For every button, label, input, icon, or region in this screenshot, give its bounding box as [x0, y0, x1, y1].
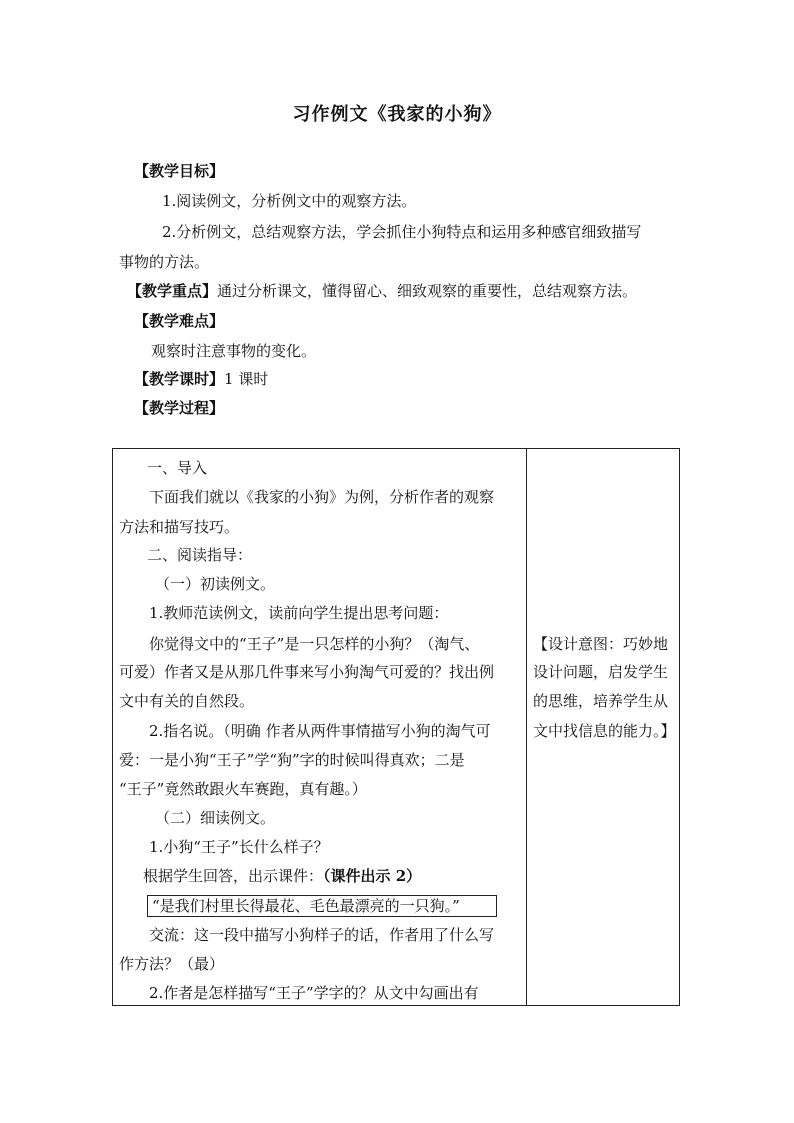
- design-intent-line: 设计问题，启发学生: [533, 663, 669, 681]
- objective-item-2-line1: 2.分析例文，总结观察方法，学会抓住小狗特点和运用多种感官细致描写: [162, 223, 642, 241]
- table-line: 你觉得文中的“王子”是一只怎样的小狗？（淘气、: [149, 635, 480, 653]
- design-intent-line: 【设计意图：巧妙地: [533, 635, 669, 653]
- table-line: 交流：这一段中描写小狗样子的话，作者用了什么写: [149, 926, 495, 944]
- key-point-text: 通过分析课文，懂得留心、细致观察的重要性，总结观察方法。: [217, 282, 638, 300]
- table-line: 1.小狗“王子”长什么样子？: [149, 838, 329, 856]
- hours-text: 1 课时: [224, 370, 269, 388]
- page-title: 习作例文《我家的小狗》: [292, 104, 502, 125]
- difficulty-text: 观察时注意事物的变化。: [151, 342, 317, 360]
- key-point-heading: 【教学重点】: [127, 282, 218, 300]
- key-point-row: [127, 281, 637, 301]
- table-line: 2.指名说。（明确 作者从两件事情描写小狗的淘气可: [149, 722, 491, 740]
- objective-item-2-line2: 事物的方法。: [119, 253, 210, 271]
- table-line: 可爱）作者又是从那几件事来写小狗淘气可爱的？找出例: [119, 663, 495, 681]
- design-intent-line: 的思维，培养学生从: [533, 692, 669, 710]
- hours-row: [134, 369, 268, 389]
- table-line: 爱：一是小狗“王子”学“狗”字的时候叫得真欢；二是: [119, 751, 465, 769]
- courseware-intro: 根据学生回答，出示课件：: [143, 867, 324, 885]
- table-line-courseware: [143, 866, 421, 886]
- quote-text: “是我们村里长得最花、毛色最漂亮的一只狗。”: [152, 897, 460, 915]
- objective-item-1: 1.阅读例文，分析例文中的观察方法。: [162, 192, 417, 210]
- objectives-heading: 【教学目标】: [134, 162, 225, 180]
- table-line: 方法和描写技巧。: [119, 518, 240, 536]
- process-heading: 【教学过程】: [134, 399, 225, 417]
- table-line: 作方法？（最）: [119, 955, 225, 973]
- hours-heading: 【教学课时】: [134, 370, 225, 388]
- table-line: （二）细读例文。: [155, 809, 276, 827]
- table-line-reading-heading: 二、阅读指导：: [147, 546, 253, 564]
- table-line: 文中有关的自然段。: [119, 692, 255, 710]
- table-line: 下面我们就以《我家的小狗》为例，分析作者的观察: [149, 488, 495, 506]
- table-line-intro-heading: 一、导入: [147, 459, 208, 477]
- table-line: “王子”竟然敢跟火车赛跑，真有趣。）: [119, 780, 367, 798]
- table-line: 1.教师范读例文，读前向学生提出思考问题：: [149, 604, 449, 622]
- courseware-label: （课件出示 2）: [323, 867, 422, 885]
- design-intent-line: 文中找信息的能力。】: [533, 722, 676, 740]
- difficulty-heading: 【教学难点】: [134, 312, 225, 330]
- table-column-divider: [526, 448, 527, 1006]
- table-line: 2.作者是怎样描写“王子”学字的？从文中勾画出有: [149, 984, 479, 1002]
- table-line: （一）初读例文。: [155, 575, 276, 593]
